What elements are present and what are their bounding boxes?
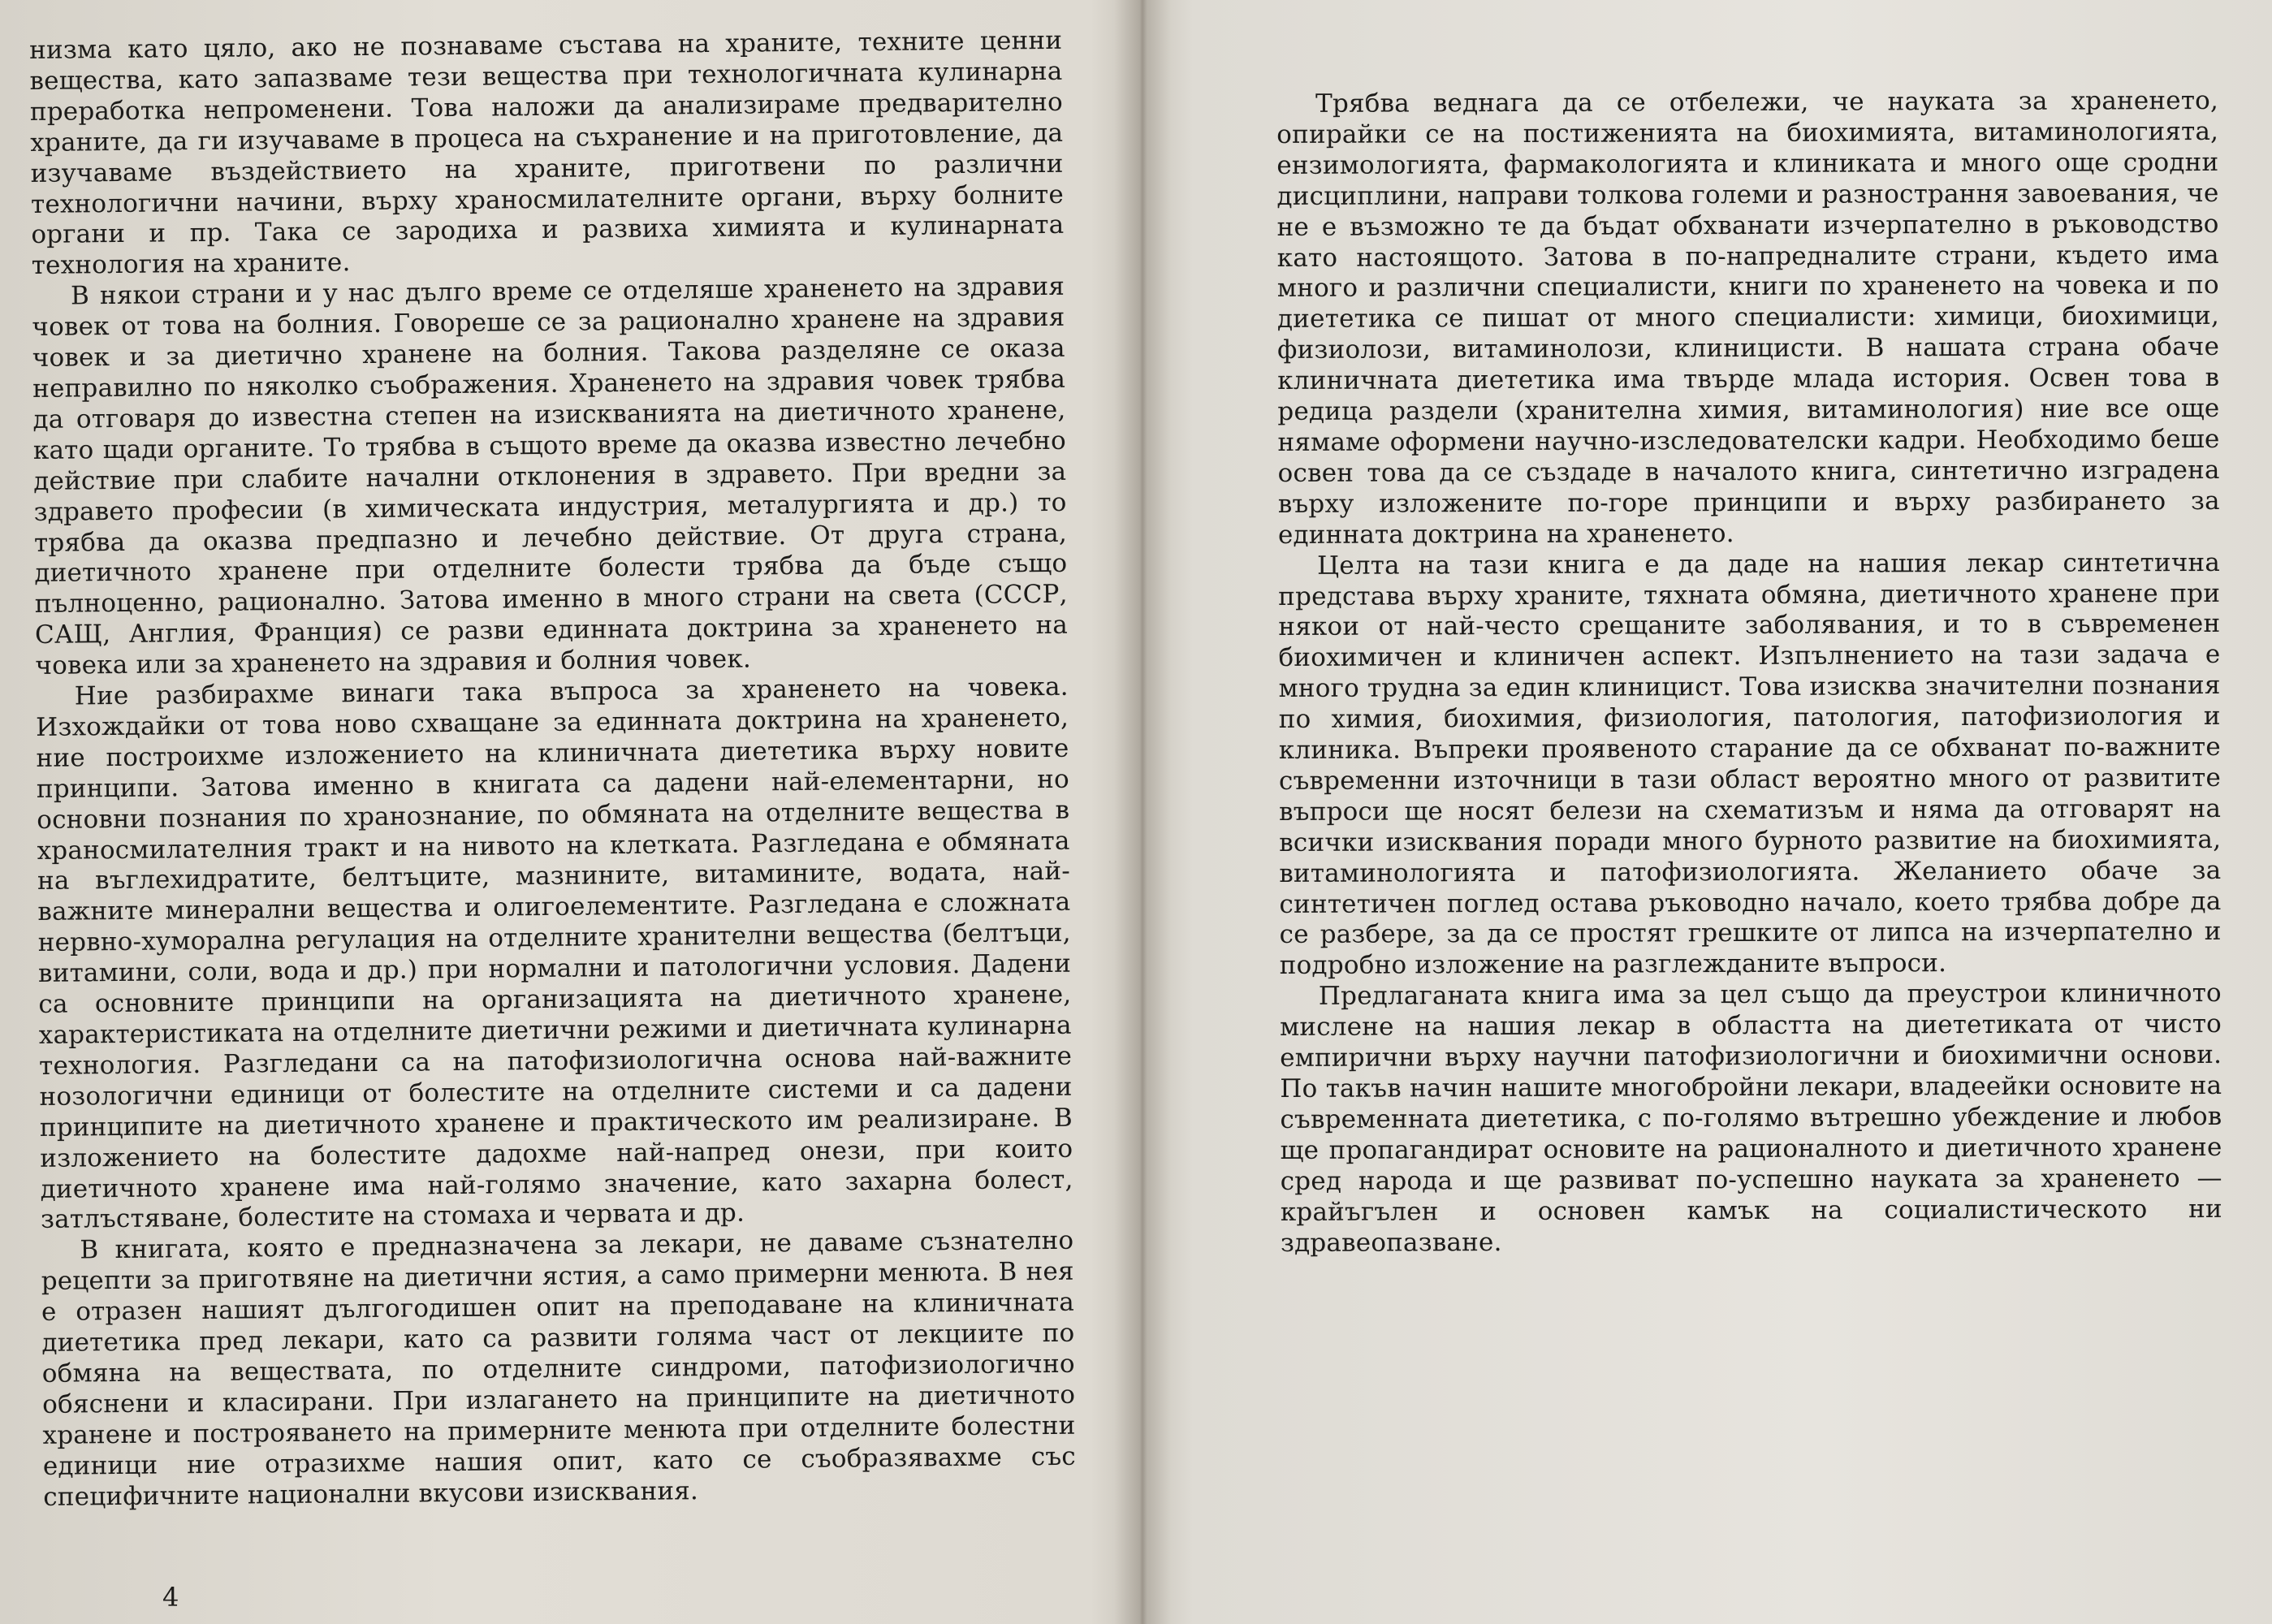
paragraph: В някои страни и у нас дълго време се отделяше храненето на здравия човек от това на болния. Говореше се за рационално хранене на здравия човек и за диетично хранене на болния. Такова разделяне се оказа неправилно по няколко съображения. Храненето на здравия човек трябва да отговаря до известна степен на изискванията на диетичното хранене, като щади органите. То трябва в същото време да оказва известно лечебно действие при слабите начални отклонения в здравето. При вредни за здравето професии (в химическата индустрия, металургията и др.) то трябва да оказва предпазно и лечебно действие. От друга страна, диетичното хранене при отделните болести трябва да бъде също пълноценно, рационално. Затова именно в много страни на света (СССР, САЩ, Англия, Франция) се разви единната доктрина за храненето на човека или за храненето на здравия и болния човек. bbox=[32, 272, 1069, 681]
page-number: 4 bbox=[162, 1582, 179, 1613]
left-page-text bbox=[29, 26, 1076, 1514]
paragraph: Целта на тази книга е да даде на нашия лекар синтетична представа върху храните, тяхната обмяна, диетичното хранене при някои от най-често срещаните заболявания, и то в съвременен биохимичен и клиничен аспект. Изпълнението на тази задача е много трудна за един клиницист. Това изисква значителни познания по химия, биохимия, физиология, патология, патофизиология и клиника. Въпреки проявеното старание да се обхванат по-важните съвременни източници в тази област вероятно много от развитите въпроси ще носят белези на схематизъм и няма да отговарят на всички изисквания поради много бурното развитие на биохимията, витаминологията и патофизиологията. Желанието обаче за синтетичен поглед остава ръководно начало, което трябва добре да се разбере, за да се простят грешките от липса на изчерпателно и подробно изложение на разглежданите въпроси. bbox=[1278, 547, 2222, 981]
paragraph: В книгата, която е предназначена за лекари, не даваме съзнателно рецепти за приготвяне на диетични ястия, а само примерни менюта. В нея е отразен нашият дългогодишен опит на преподаване на клиничната диететика пред лекари, като са развити голяма част от лекциите по обмяна на веществата, по отделните синдроми, патофизиологично обяснени и класирани. При излагането на принципите на диетичното хранене и построяването на примерните менюта при отделните болестни единици ние отразихме нашия опит, като се съобразявахме със специфичните национални вкусови изисквания. bbox=[41, 1226, 1077, 1512]
paragraph: Ние разбирахме винаги така въпроса за храненето на човека. Изхождайки от това ново схващане за единната доктрина на храненето, ние построихме изложението на клиничната диететика върху новите принципи. Затова именно в книгата са дадени най-елементарни, но основни познания по хранознание, по обмяната на отделните вещества в храносмилателния тракт и на нивото на клетката. Разгледана е обмяната на въглехидратите, белтъците, мазнините, витамините, водата, най-важните минерални вещества и олигоелементите. Разгледана е сложната нервно-хуморална регулация на отделните хранителни вещества (белтъци, витамини, соли, вода и др.) при нормални и патологични условия. Дадени са основните принципи на организацията на диетичното хранене, характеристиката на отделните диетични режими и диетичната кулинарна технология. Разгледани са на патофизиологична основа най-важните нозологични единици от болестите на отделните системи и са дадени принципите на диетичното хранене и практическото им реализиране. В изложението на болестите дадохме най-напред онези, при които диетичното хранене има най-голямо значение, като захарна болест, затлъстяване, болестите на стомаха и червата и др. bbox=[36, 672, 1073, 1235]
paragraph: низма като цяло, ако не познаваме състава на храните, техните ценни вещества, като запазваме тези вещества при технологичната кулинарна преработка непроменени. Това наложи да анализираме предварително храните, да ги изучаваме в процеса на съхранение и на приготовление, да изучаваме въздействието на храните, приготвени по различни технологични начини, върху храносмилателните органи, върху болните органи и пр. Така се зародиха и развиха химията и кулинарната технология на храните. bbox=[29, 25, 1065, 281]
paragraph: Трябва веднага да се отбележи, че науката за храненето, опирайки се на постиженията на биохимията, витаминологията, ензимологията, фармакологията и клиниката и много още сродни дисциплини, направи толкова големи и разнострання завоевания, че не е възможно те да бъдат обхванати изчерпателно в ръководство като настоящото. Затова в по-напредналите страни, където има много и различни специалисти, книги по храненето на човека и по диететика се пишат от много специалисти: химици, биохимици, физиолози, витаминолози, клиницисти. В нашата страна обаче клиничната диететика има твърде млада история. Освен това в редица раздели (хранителна химия, витаминология) ние все още нямаме оформени научно-изследователски кадри. Необходимо беше освен това да се създаде в началото книга, синтетично изградена върху изложените по-горе принципи и върху разбирането за единната доктрина на храненето. bbox=[1276, 85, 2220, 550]
right-page-text bbox=[1276, 86, 2222, 1259]
right-page bbox=[1138, 0, 2272, 1624]
paragraph: Предлаганата книга има за цел също да преустрои клиничното мислене на нашия лекар в областта на диететиката от чисто емпирични върху научни патофизиологични и биохимични основи. По такъв начин нашите многобройни лекари, владеейки основите на съвременната диететика, с по-голямо вътрешно убеждение и любов ще пропагандират основите на рационалното и диетичното хранене сред народа и ще развиват по-успешно науката за храненето — крайъгълен и основен камък на социалистическото ни здравеопазване. bbox=[1279, 978, 2222, 1258]
